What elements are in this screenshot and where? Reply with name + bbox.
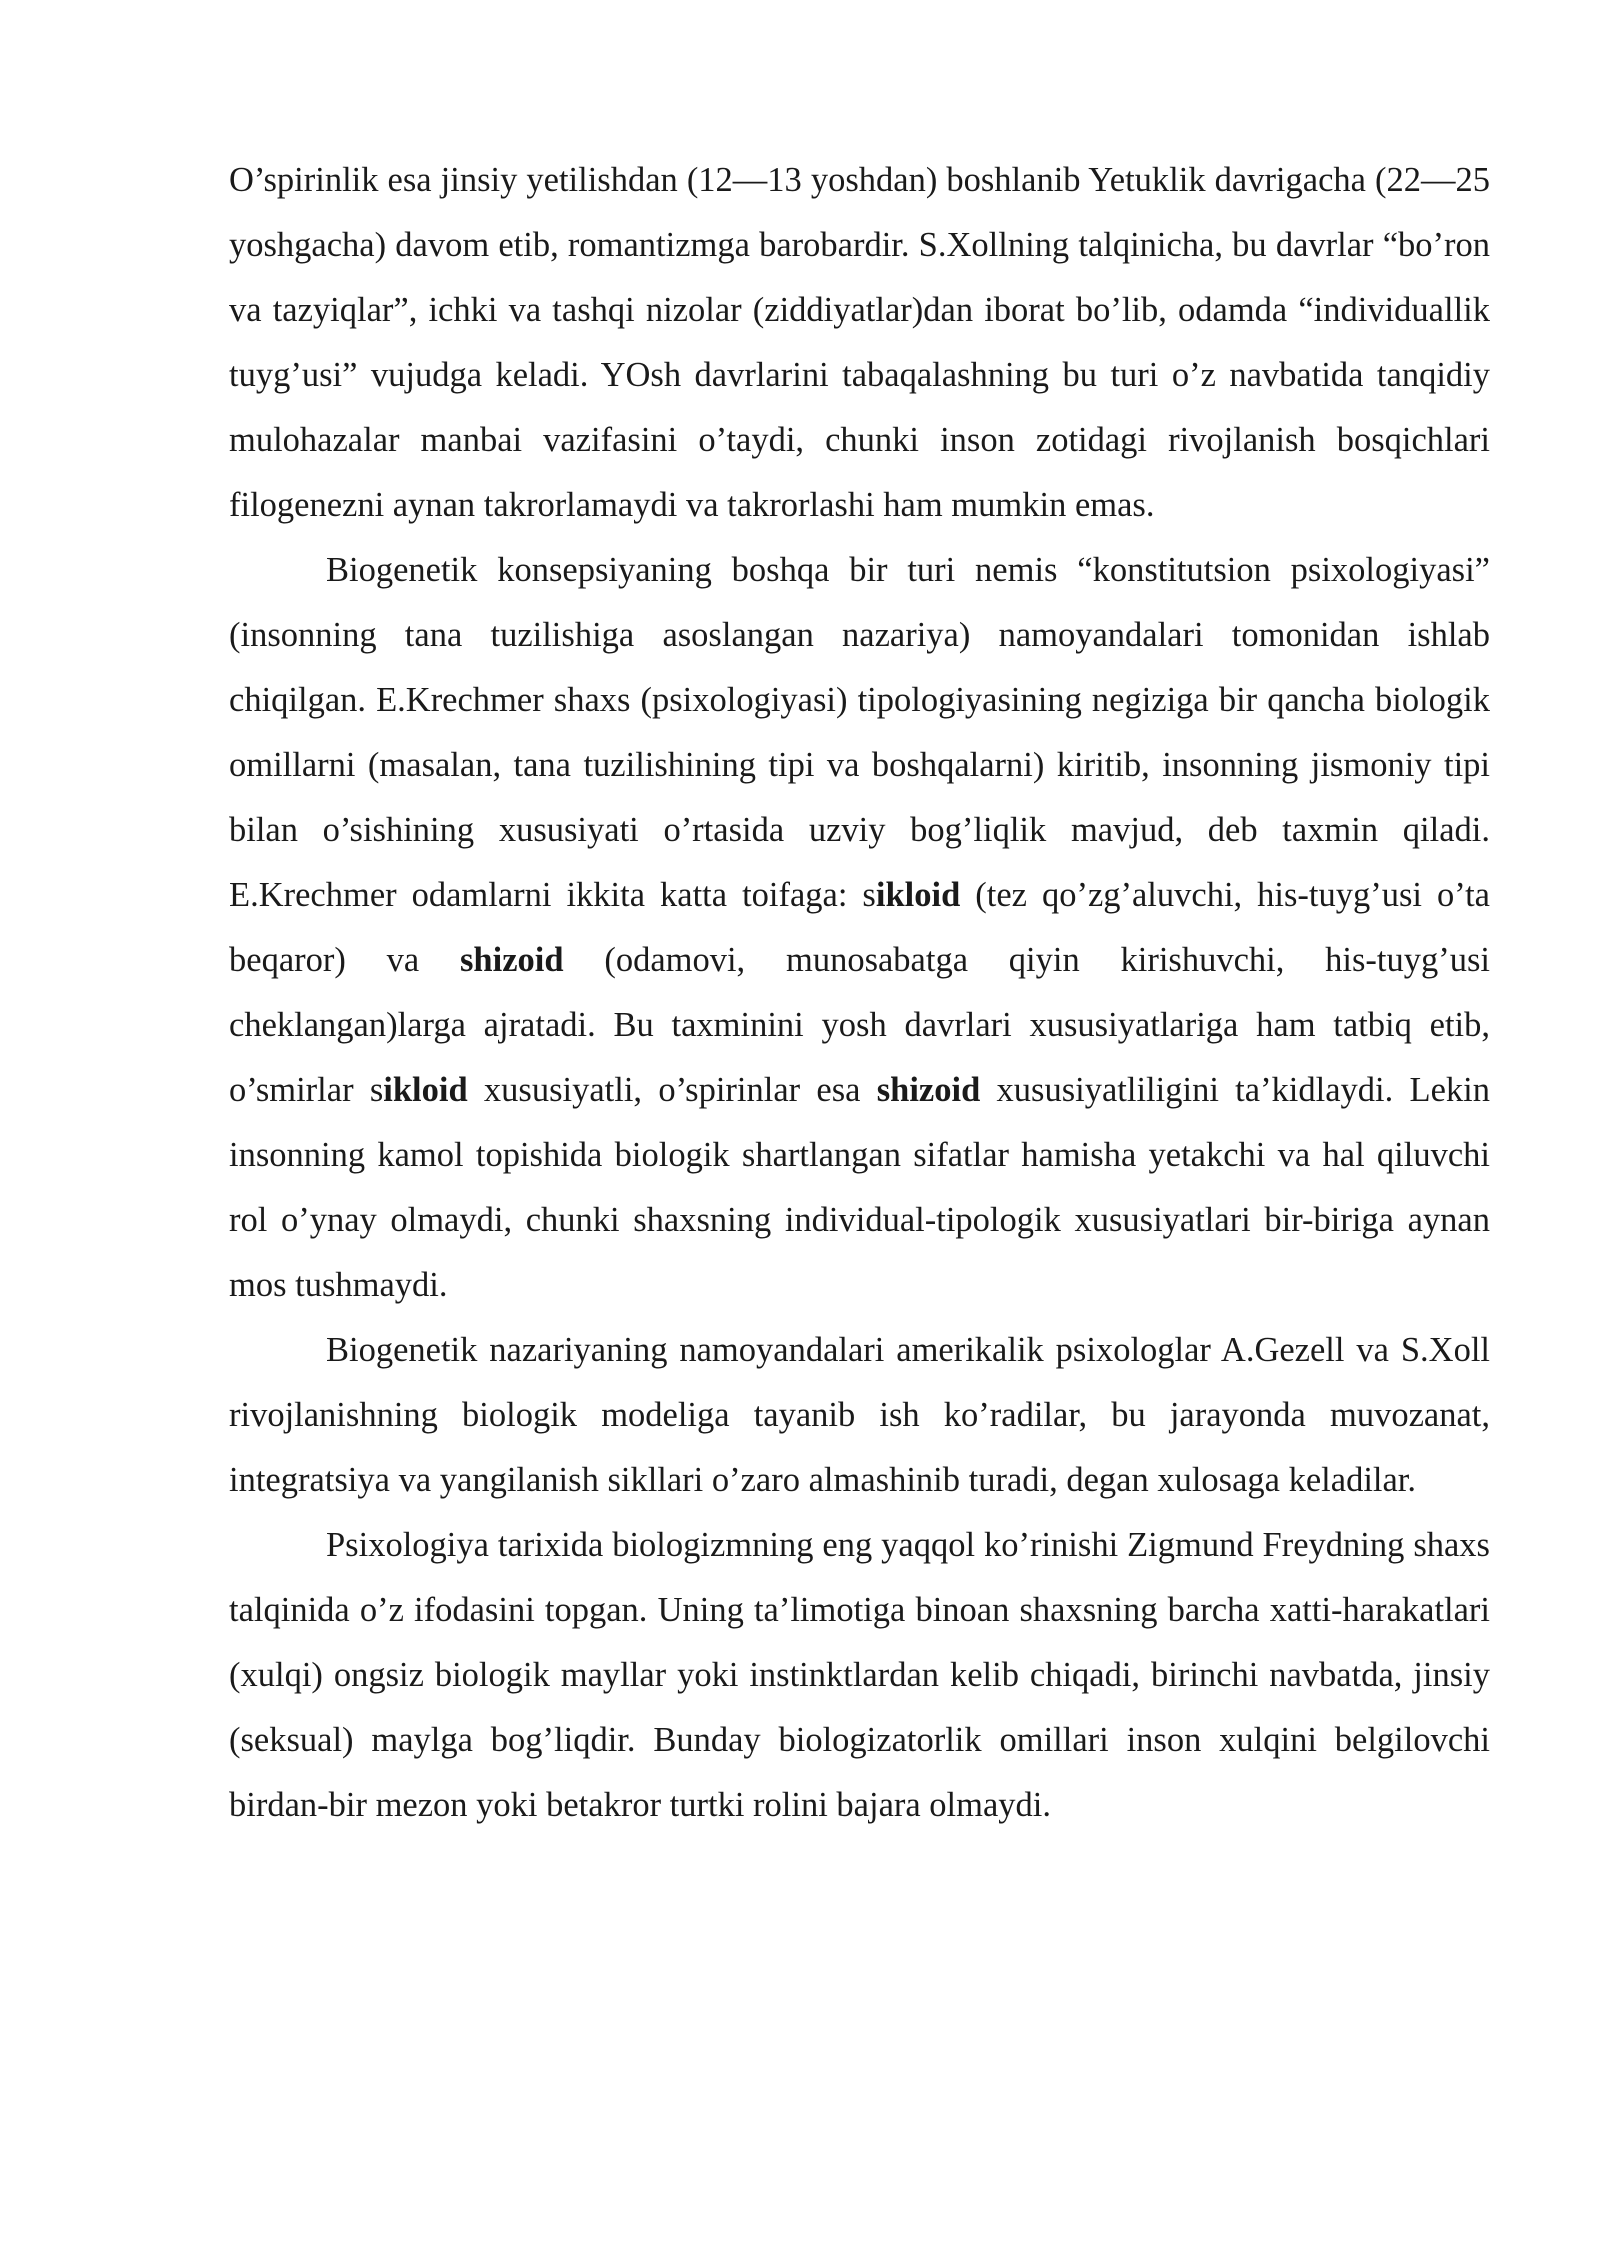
paragraph-3 xyxy=(229,1318,1490,1513)
text-run: O’spirinlik esa jinsiy yetilishdan (12—13 yoshdan) boshlanib Yetuklik davrigacha (22—25 yoshgacha) davom etib, romantizmga barobardir. S.Xollning talqinicha, bu davrlar “bo’ron va tazyiqlar”, ichki va tashqi nizolar (ziddiyatlar)dan iborat bo’lib, odamda “individuallik tuyg’usi” vujudga keladi. YOsh davrlarini tabaqalashning bu turi o’z navbatida tanqidiy mulohazalar manbai vazifasini o’taydi, chunki inson zotidagi rivojlanish bosqichlari filogenezni aynan takrorlamaydi va takrorlashi ham mumkin emas. xyxy=(229,161,1490,524)
bold-term: ikloid xyxy=(875,876,961,914)
text-run: Psixologiya tarixida biologizmning eng yaqqol ko’rinishi Zigmund Freydning shaxs talqinida o’z ifodasini topgan. Uning ta’limotiga binoan shaxsning barcha xatti-harakatlari (xulqi) ongsiz biologik mayllar yoki instinktlardan kelib chiqadi, birinchi navbatda, jinsiy (seksual) maylga bog’liqdir. Bunday biologizatorlik omillari inson xulqini belgilovchi birdan-bir mezon yoki betakror turtki rolini bajara olmaydi. xyxy=(229,1526,1490,1824)
text-run: (tez qo’zg’aluvchi, his-tuyg’usi o’ta beqaror) va xyxy=(229,876,1490,979)
body-text xyxy=(229,148,1490,1838)
text-run: Biogenetik konsepsiyaning boshqa bir turi nemis “konstitutsion psixologiyasi” (insonning tana tuzilishiga asoslangan nazariya) namoyandalari tomonidan ishlab chiqilgan. E.Krechmer shaxs (psixologiyasi) tipologiyasining negiziga bir qancha biologik omillarni (masalan, tana tuzilishining tipi va boshqalarni) kiritib, insonning jismoniy tipi bilan o’sishining xususiyati o’rtasida uzviy bog’liqlik mavjud, deb taxmin qiladi. E.Krechmer odamlarni ikkita katta toifaga: s xyxy=(229,551,1490,914)
paragraph-1 xyxy=(229,148,1490,538)
bold-term: shizoid xyxy=(460,941,564,979)
text-run: xususiyatliligini ta’kidlaydi. Lekin insonning kamol topishida biologik shartlangan sifatlar hamisha yetakchi va hal qiluvchi rol o’ynay olmaydi, chunki shaxsning individual-tipologik xususiyatlari bir-biriga aynan mos tushmaydi. xyxy=(229,1071,1490,1304)
paragraph-2 xyxy=(229,538,1490,1318)
bold-term: ikloid xyxy=(383,1071,468,1109)
paragraph-4 xyxy=(229,1513,1490,1838)
text-run: (odamovi, munosabatga qiyin kirishuvchi, his-tuyg’usi cheklangan)larga ajratadi. Bu taxminini yosh davrlari xususiyatlariga ham tatbiq etib, o’smirlar s xyxy=(229,941,1491,1109)
bold-term: shizoid xyxy=(876,1071,981,1109)
text-run: xususiyatli, o’spirinlar esa xyxy=(467,1071,877,1109)
text-run: Biogenetik nazariyaning namoyandalari amerikalik psixologlar A.Gezell va S.Xoll rivojlanishning biologik modeliga tayanib ish ko’radilar, bu jarayonda muvozanat, integratsiya va yangilanish sikllari o’zaro almashinib turadi, degan xulosaga keladilar. xyxy=(229,1331,1490,1499)
